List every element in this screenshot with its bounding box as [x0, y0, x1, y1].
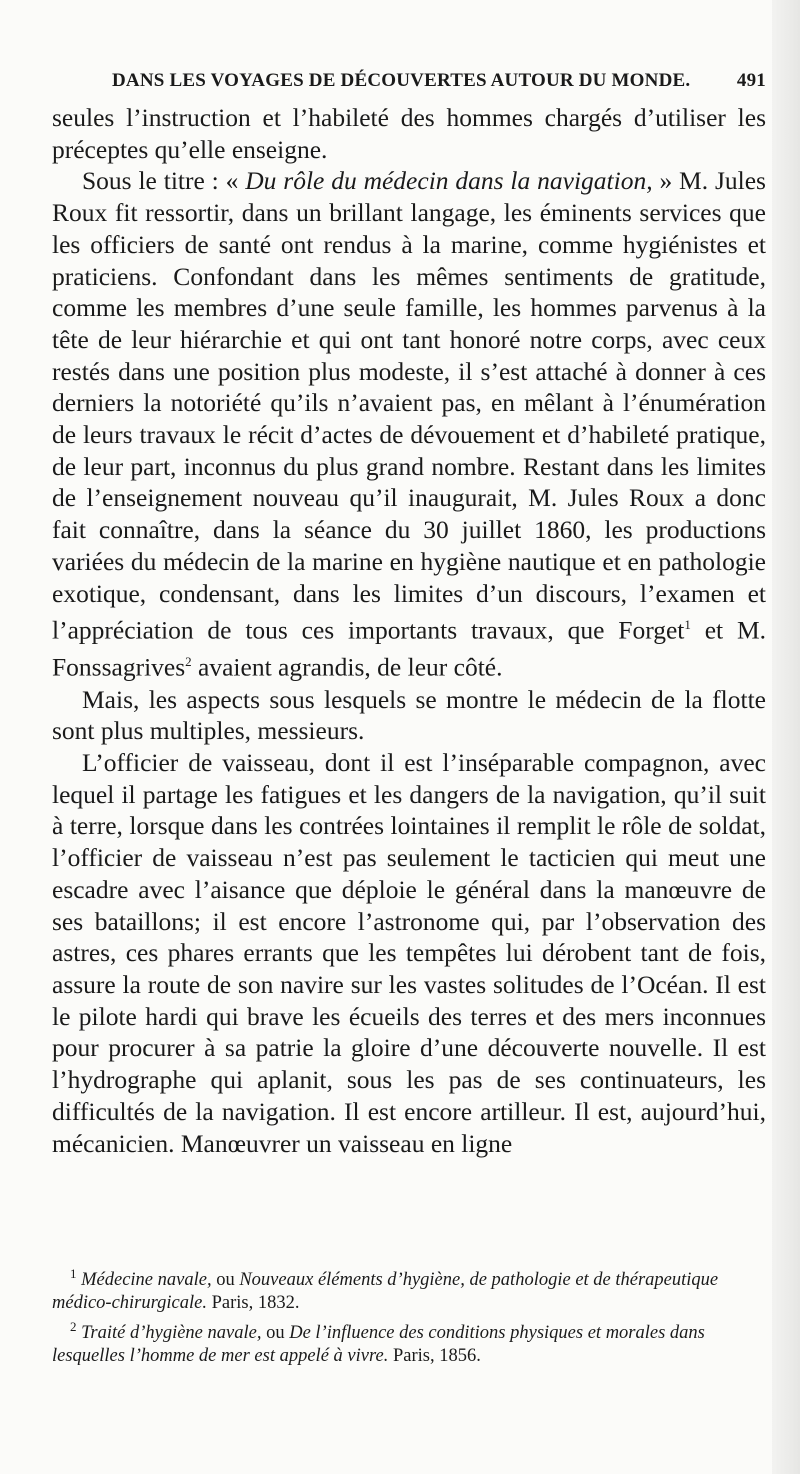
- footnote-1-title: Médecine navale,: [81, 1270, 212, 1291]
- p2-text-d: avaient agrandis, de leur côté.: [191, 652, 503, 682]
- footnotes: [52, 1262, 766, 1368]
- footnote-2-publication: Paris, 1856.: [388, 1346, 481, 1367]
- footnote-1-mark: 1: [70, 1266, 77, 1281]
- paragraph-2: [52, 165, 766, 683]
- footnote-2-title: Traité d’hygiène navale,: [81, 1323, 262, 1344]
- running-title: DANS LES VOYAGES DE DÉCOUVERTES AUTOUR DU MONDE.: [112, 70, 691, 91]
- paragraph-1: seules l’instruction et l’habileté des hommes chargés d’utiliser les préceptes qu’elle enseigne.: [52, 103, 766, 164]
- footnote-1-subtitle: Nouveaux éléments d’hygiène, de pathologie et de thérapeutique médico-chirurgicale.: [52, 1270, 719, 1314]
- footnote-ref-1: 1: [684, 617, 691, 633]
- footnote-2-mark: 2: [70, 1319, 77, 1335]
- p2-text-c: et M. Fonssagrives: [52, 615, 767, 682]
- paragraph-4: L’officier de vaisseau, dont il est l’inséparable compagnon, avec lequel il partage les fatigues et les dangers de la navigation, qu’il suit à terre, lorsque dans les contrées lointaines il remplit le rôle de soldat, l’officier de vaisseau n’est pas seulement le tacticien qui meut une escadre avec l’aisance que déploie le général dans la manœuvre de ses bataillons; il est encore l’astronome qui, par l’observation des astres, ces phares errants que les tempêtes lui dérobent tant de fois, assure la route de son navire sur les vastes solitudes de l’Océan. Il est le pilote hardi qui brave les écueils des terres et des mers inconnues pour procurer à sa patrie la gloire d’une découverte nouvelle. Il est l’hydrographe qui aplanit, sous les pas de ses continuateurs, les difficultés de la navigation. Il est encore artilleur. Il est, aujourd’hui, mécanicien. Manœuvrer un vaisseau en ligne: [52, 748, 766, 1158]
- book-page: [52, 70, 766, 1159]
- footnote-1-or: ou: [211, 1270, 240, 1291]
- footnote-2-subtitle: De l’influence des conditions physiques et morales dans lesquelles l’homme de mer est appelé à vivre.: [52, 1323, 705, 1367]
- footnote-1: [52, 1262, 766, 1315]
- scan-edge-shadow: [772, 0, 800, 1474]
- footnote-2-or: ou: [261, 1323, 290, 1344]
- page-number: 491: [736, 70, 766, 91]
- footnote-2: [52, 1315, 766, 1368]
- footnote-ref-2: 2: [185, 654, 192, 670]
- footnote-1-publication: Paris, 1832.: [206, 1293, 300, 1314]
- p2-text-a: Sous le titre : «: [82, 166, 246, 196]
- body-text: [52, 102, 766, 1159]
- lecture-title: Du rôle du médecin dans la navigation,: [245, 166, 653, 196]
- p2-text-b: » M. Jules Roux fit ressortir, dans un brillant langage, les éminents services que les officiers de santé ont rendus à la marine, comme hygiénistes et praticiens. Confondant dans les mêmes sentiments de gratitude, comme les membres d’une seule famille, les hommes parvenus à la tête de leur hiérarchie et qui ont tant honoré notre corps, avec ceux restés dans une position plus modeste, il s’est attaché à donner à ces derniers la notoriété qu’ils n’avaient pas, en mêlant à l’énumération de leurs travaux le récit d’actes de dévouement et d’habileté pratique, de leur part, inconnus du plus grand nombre. Restant dans les limites de l’enseignement nouveau qu’il inaugurait, M. Jules Roux a donc fait connaître, dans la séance du 30 juillet 1860, les productions variées du médecin de la marine en hygiène nautique et en pathologie exotique, condensant, dans les limites d’un discours, l’examen et l’appréciation de tous ces importants travaux, que Forget: [52, 166, 766, 645]
- paragraph-3: Mais, les aspects sous lesquels se montre le médecin de la flotte sont plus multiples, messieurs.: [52, 684, 766, 746]
- running-header: [52, 70, 766, 92]
